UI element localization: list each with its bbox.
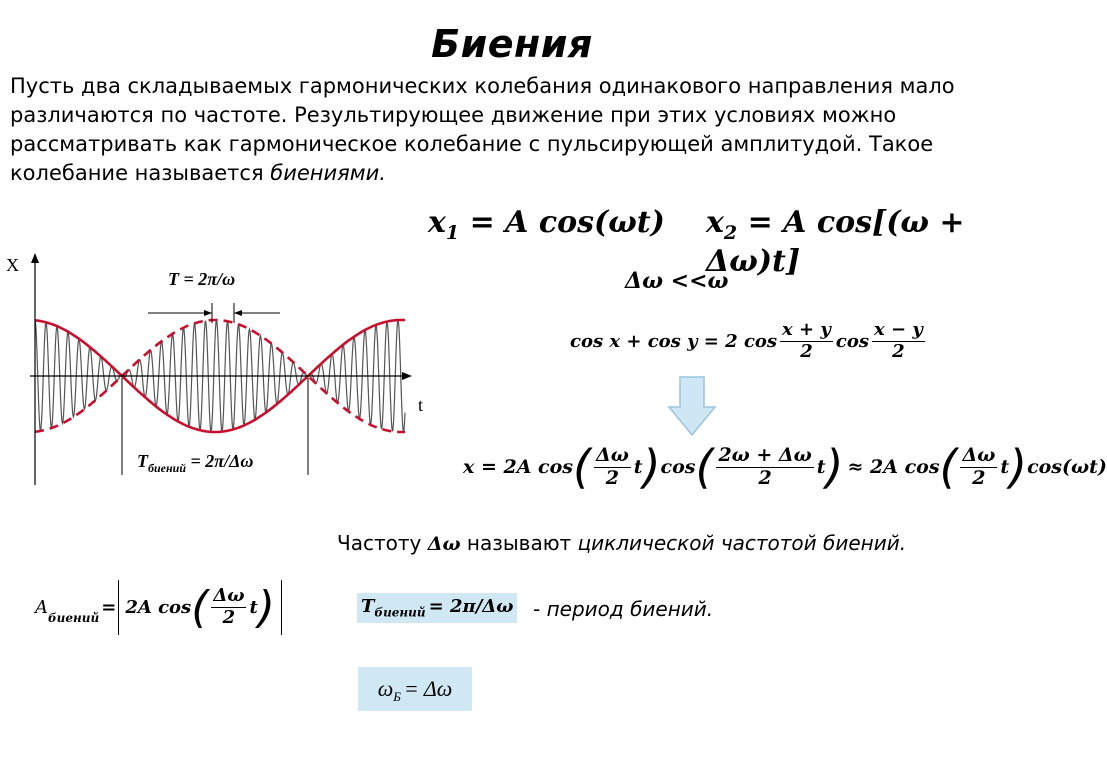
x-axis-arrow <box>31 253 39 263</box>
result-approx: ≈ 2A cos <box>847 456 940 478</box>
amp-paren-open: ( <box>191 582 209 633</box>
paren-open-3: ( <box>939 440 958 494</box>
intro-paragraph <box>10 72 1010 188</box>
freq-symbol: Δω <box>427 533 461 555</box>
amp-num: Δω <box>213 585 245 607</box>
formula-condition: Δω <<ω <box>625 268 729 294</box>
axis-x-label: X <box>6 255 19 275</box>
down-arrow-icon <box>667 375 717 437</box>
result-t3: t <box>1000 456 1010 478</box>
formula-sum-identity <box>570 320 928 362</box>
period-T: T <box>361 596 375 617</box>
formula-beat-period <box>357 593 517 623</box>
amp-mid: 2A cos <box>125 597 192 618</box>
x1-symbol: x <box>428 205 446 240</box>
freq-after: называют <box>460 531 578 555</box>
freq-before: Частоту <box>337 531 428 555</box>
x2-symbol: x <box>706 205 724 240</box>
formula-x2 <box>706 205 1024 279</box>
result-left: x = 2A cos <box>463 456 573 478</box>
slide-title: Биения <box>431 22 593 66</box>
result-f1-den: 2 <box>605 466 619 489</box>
paren-close-2: ) <box>825 440 844 494</box>
period-subscript: биений <box>374 605 426 620</box>
paren-close-1: ) <box>642 440 661 494</box>
amp-symbol: A <box>35 597 48 618</box>
paren-open-2: ( <box>695 440 714 494</box>
amp-subscript: биений <box>48 611 100 625</box>
intro-italic-term: биениями. <box>270 161 386 185</box>
identity-fraction-2 <box>872 320 925 362</box>
formula-x1 <box>428 205 665 244</box>
result-t2: t <box>816 456 826 478</box>
amp-paren-close: ) <box>257 582 275 633</box>
amp-t: t <box>249 597 258 618</box>
t-axis-arrow <box>402 372 412 380</box>
period-arrowhead-left <box>204 310 212 316</box>
paren-open-1: ( <box>573 440 591 494</box>
formula-amplitude <box>35 580 282 635</box>
result-f2-num: 2ω + Δω <box>718 443 812 466</box>
result-f3-den: 2 <box>972 466 986 489</box>
beats-graph <box>0 245 430 490</box>
identity-f1-den: 2 <box>800 340 813 362</box>
x2-rhs: = A cos[(ω + Δω)t] <box>706 205 965 279</box>
result-fraction-1 <box>594 445 631 490</box>
result-fraction-2 <box>716 445 813 490</box>
x2-subscript: 2 <box>723 222 738 244</box>
omega-symbol: ω <box>377 676 394 701</box>
result-cos2: cos <box>660 456 696 478</box>
beat-frequency-sentence <box>337 531 906 555</box>
amp-equals: = <box>101 597 117 618</box>
identity-f1-num: x + y <box>782 319 831 340</box>
identity-fraction-1 <box>780 320 833 362</box>
formula-omega-b <box>358 667 472 711</box>
result-fraction-3 <box>960 445 997 490</box>
result-f3-num: Δω <box>962 443 996 466</box>
amp-den: 2 <box>222 607 236 628</box>
amp-fraction <box>211 586 246 628</box>
intro-text: Пусть два складываемых гармонических колебания одинакового направления мало различаются по частоте. Результирующее движение при этих условиях можно рассматривать как гармоническое колебание с пульсирующей амплитудой. Такое колебание называется <box>10 74 955 185</box>
identity-f2-num: x − y <box>873 319 923 340</box>
identity-left: cos x + cos y = 2 cos <box>570 330 778 352</box>
omega-subscript: Б <box>393 689 401 704</box>
x1-subscript: 1 <box>445 222 460 244</box>
formula-result <box>463 440 1107 494</box>
result-f1-num: Δω <box>595 443 629 466</box>
omega-rhs: = Δω <box>403 676 453 701</box>
paren-close-3: ) <box>1009 440 1028 494</box>
period-label: T = 2π/ω <box>168 269 236 289</box>
identity-mid: cos <box>835 330 869 352</box>
abs-value-bars <box>118 580 282 635</box>
result-tail: cos(ωt) <box>1027 456 1107 478</box>
result-f2-den: 2 <box>758 466 772 489</box>
result-t1: t <box>633 456 643 478</box>
beat-period-label: $T_{биений} = 2\pi/\Delta\omega$ <box>137 451 254 475</box>
axis-t-label: t <box>418 395 424 415</box>
x1-rhs: = A cos(ωt) <box>459 205 665 240</box>
identity-f2-den: 2 <box>892 340 905 362</box>
freq-italic: циклической частотой биений. <box>577 531 907 555</box>
period-arrowhead-right <box>234 310 242 316</box>
period-rhs: = 2π/Δω <box>428 596 514 617</box>
period-description: - период биений. <box>533 597 714 621</box>
